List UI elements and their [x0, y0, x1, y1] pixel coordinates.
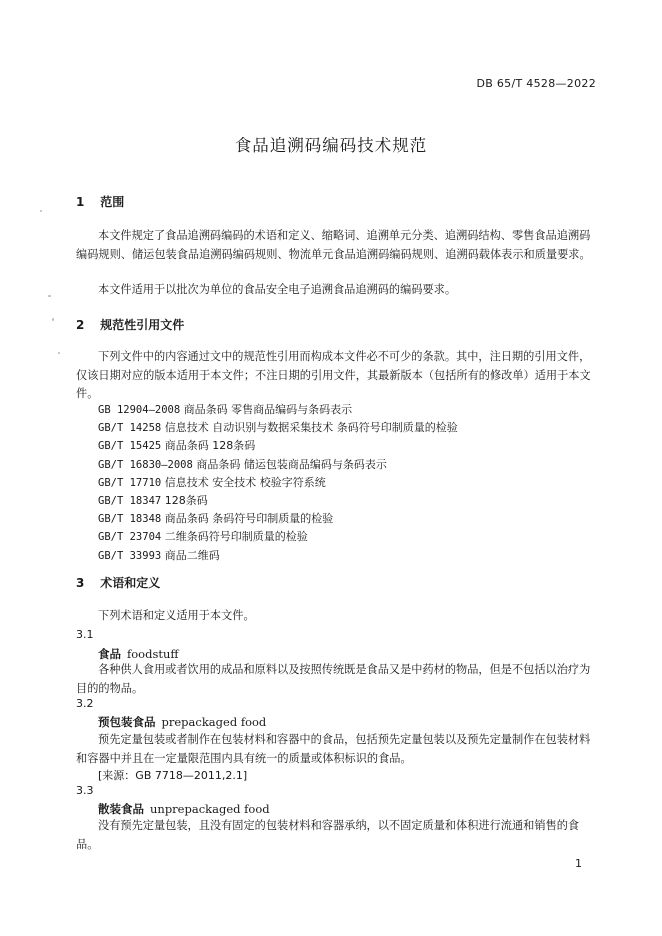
term-number: 3.1 [76, 628, 94, 641]
reference-item [98, 547, 458, 565]
scope-paragraph: 本文件适用于以批次为单位的食品安全电子追溯食品追溯码的编码要求。 [98, 283, 457, 296]
term-name-cn: 食品 [98, 647, 121, 661]
term-name-cn: 预包装食品 [98, 715, 156, 729]
reference-title: 二维条码符号印制质量的检验 [164, 530, 308, 544]
term-name-cn: 散装食品 [98, 802, 144, 816]
section-1-heading [76, 193, 124, 210]
reference-title: 信息技术 自动识别与数据采集技术 条码符号印制质量的检验 [164, 421, 458, 435]
reference-code: GB/T 14258 [98, 422, 162, 435]
section-title: 规范性引用文件 [100, 318, 185, 332]
term-name [98, 646, 179, 662]
reference-item [98, 474, 458, 492]
term-name-en: foodstuff [127, 647, 179, 661]
reference-item [98, 401, 458, 419]
reference-title: 商品条码 储运包装商品编码与条码表示 [196, 457, 387, 471]
reference-title: 商品条码 128条码 [164, 439, 256, 453]
term-number: 3.3 [76, 784, 94, 797]
reference-item [98, 419, 458, 437]
reference-list [98, 401, 458, 565]
reference-title: 信息技术 安全技术 校验字符系统 [164, 475, 326, 489]
section-title: 术语和定义 [100, 576, 161, 590]
document-title: 食品追溯码编码技术规范 [234, 136, 428, 155]
scan-speck [40, 210, 42, 212]
scan-speck [52, 318, 54, 321]
reference-item [98, 437, 458, 455]
reference-code: GB/T 18347 [98, 494, 162, 507]
scan-speck [58, 352, 60, 354]
reference-code: GB/T 15425 [98, 440, 162, 453]
standard-code: DB 65/T 4528—2022 [476, 77, 596, 90]
reference-code: GB/T 16830—2008 [98, 458, 193, 471]
reference-title: 128条码 [164, 493, 208, 507]
term-name [98, 714, 266, 730]
reference-item [98, 492, 458, 510]
section-number: 2 [76, 318, 85, 332]
reference-title: 商品二维码 [164, 548, 220, 562]
term-definition: 各种供人食用或者饮用的成品和原料以及按照传统既是食品又是中药材的物品，但是不包括以治疗为目的的物品。 [76, 663, 591, 695]
reference-code: GB/T 33993 [98, 549, 162, 562]
term-number: 3.2 [76, 697, 94, 710]
reference-item [98, 510, 458, 528]
term-name [98, 801, 270, 817]
reference-item [98, 528, 458, 546]
term-definition: 预先定量包装或者制作在包装材料和容器中的食品，包括预先定量包装以及预先定量制作在包装材料和容器中并且在一定量限范围内具有统一的质量或体积标识的食品。 [76, 733, 591, 765]
section-3-heading [76, 574, 160, 591]
term-source: [来源：GB 7718—2011,2.1] [98, 769, 248, 782]
term-definition: 没有预先定量包装，且没有固定的包装材料和容器承纳，以不固定质量和体积进行流通和销售的食品。 [76, 819, 580, 851]
scope-paragraph: 本文件规定了食品追溯码编码的术语和定义、缩略词、追溯单元分类、追溯码结构、零售食品追溯码编码规则、储运包装食品追溯码编码规则、物流单元食品追溯码编码规则、追溯码载体表示和质量要求。 [76, 229, 591, 261]
scan-speck [48, 295, 51, 297]
page-number: 1 [575, 857, 582, 870]
reference-item [98, 456, 458, 474]
section-2-heading [76, 316, 184, 333]
reference-code: GB/T 23704 [98, 531, 162, 544]
term-name-en: unprepackaged food [150, 802, 270, 816]
section-title: 范围 [100, 195, 125, 209]
reference-title: 商品条码 零售商品编码与条码表示 [183, 403, 353, 416]
term-name-en: prepackaged food [161, 715, 267, 729]
reference-code: GB/T 17710 [98, 476, 162, 489]
reference-title: 商品条码 条码符号印制质量的检验 [164, 512, 334, 526]
reference-code: GB 12904—2008 [98, 404, 181, 416]
reference-code: GB/T 18348 [98, 513, 162, 526]
section-number: 3 [76, 576, 85, 590]
section-number: 1 [76, 195, 85, 209]
terms-intro-paragraph: 下列术语和定义适用于本文件。 [98, 609, 255, 622]
refs-intro-paragraph: 下列文件中的内容通过文中的规范性引用而构成本文件必不可少的条款。其中，注日期的引用文件，仅该日期对应的版本适用于本文件；不注日期的引用文件，其最新版本（包括所有的修改单）适用于本文件。 [76, 350, 591, 400]
